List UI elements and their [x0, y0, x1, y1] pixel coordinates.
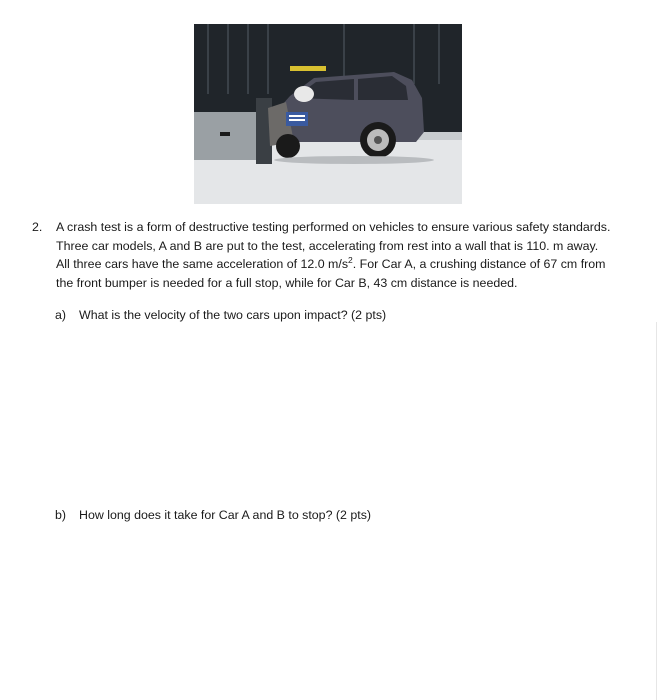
crash-test-photo: [194, 24, 462, 204]
page-edge: [656, 322, 657, 700]
superscript: 2: [348, 255, 353, 265]
sub-question-text: What is the velocity of the two cars upon impact? (2 pts): [79, 308, 387, 322]
question-line-part: . For Car A, a crushing distance of 67 cm from: [352, 257, 606, 271]
question-number: 2.: [32, 220, 43, 234]
front-wheel: [276, 134, 300, 158]
crash-test-illustration: [194, 24, 462, 204]
question-line: Three car models, A and B are put to the test, accelerating from rest into a wall that is 110. m away.: [56, 238, 599, 253]
question-text: [56, 218, 632, 292]
airbag: [294, 86, 314, 102]
sub-question-letter: a): [55, 308, 67, 322]
sub-question-b: [55, 506, 371, 524]
sub-question-a: [55, 306, 386, 324]
question-line: A crash test is a form of destructive testing performed on vehicles to ensure various safety standards.: [56, 220, 611, 234]
sub-question-text: How long does it take for Car A and B to stop? (2 pts): [79, 508, 372, 522]
question-line-part: All three cars have the same acceleration of 12.0 m/s: [56, 257, 349, 271]
sub-question-letter: b): [55, 508, 67, 522]
question-line: the front bumper is needed for a full stop, while for Car B, 43 cm distance is needed.: [56, 275, 518, 290]
question-block: [32, 218, 632, 292]
question-line: [56, 255, 632, 274]
